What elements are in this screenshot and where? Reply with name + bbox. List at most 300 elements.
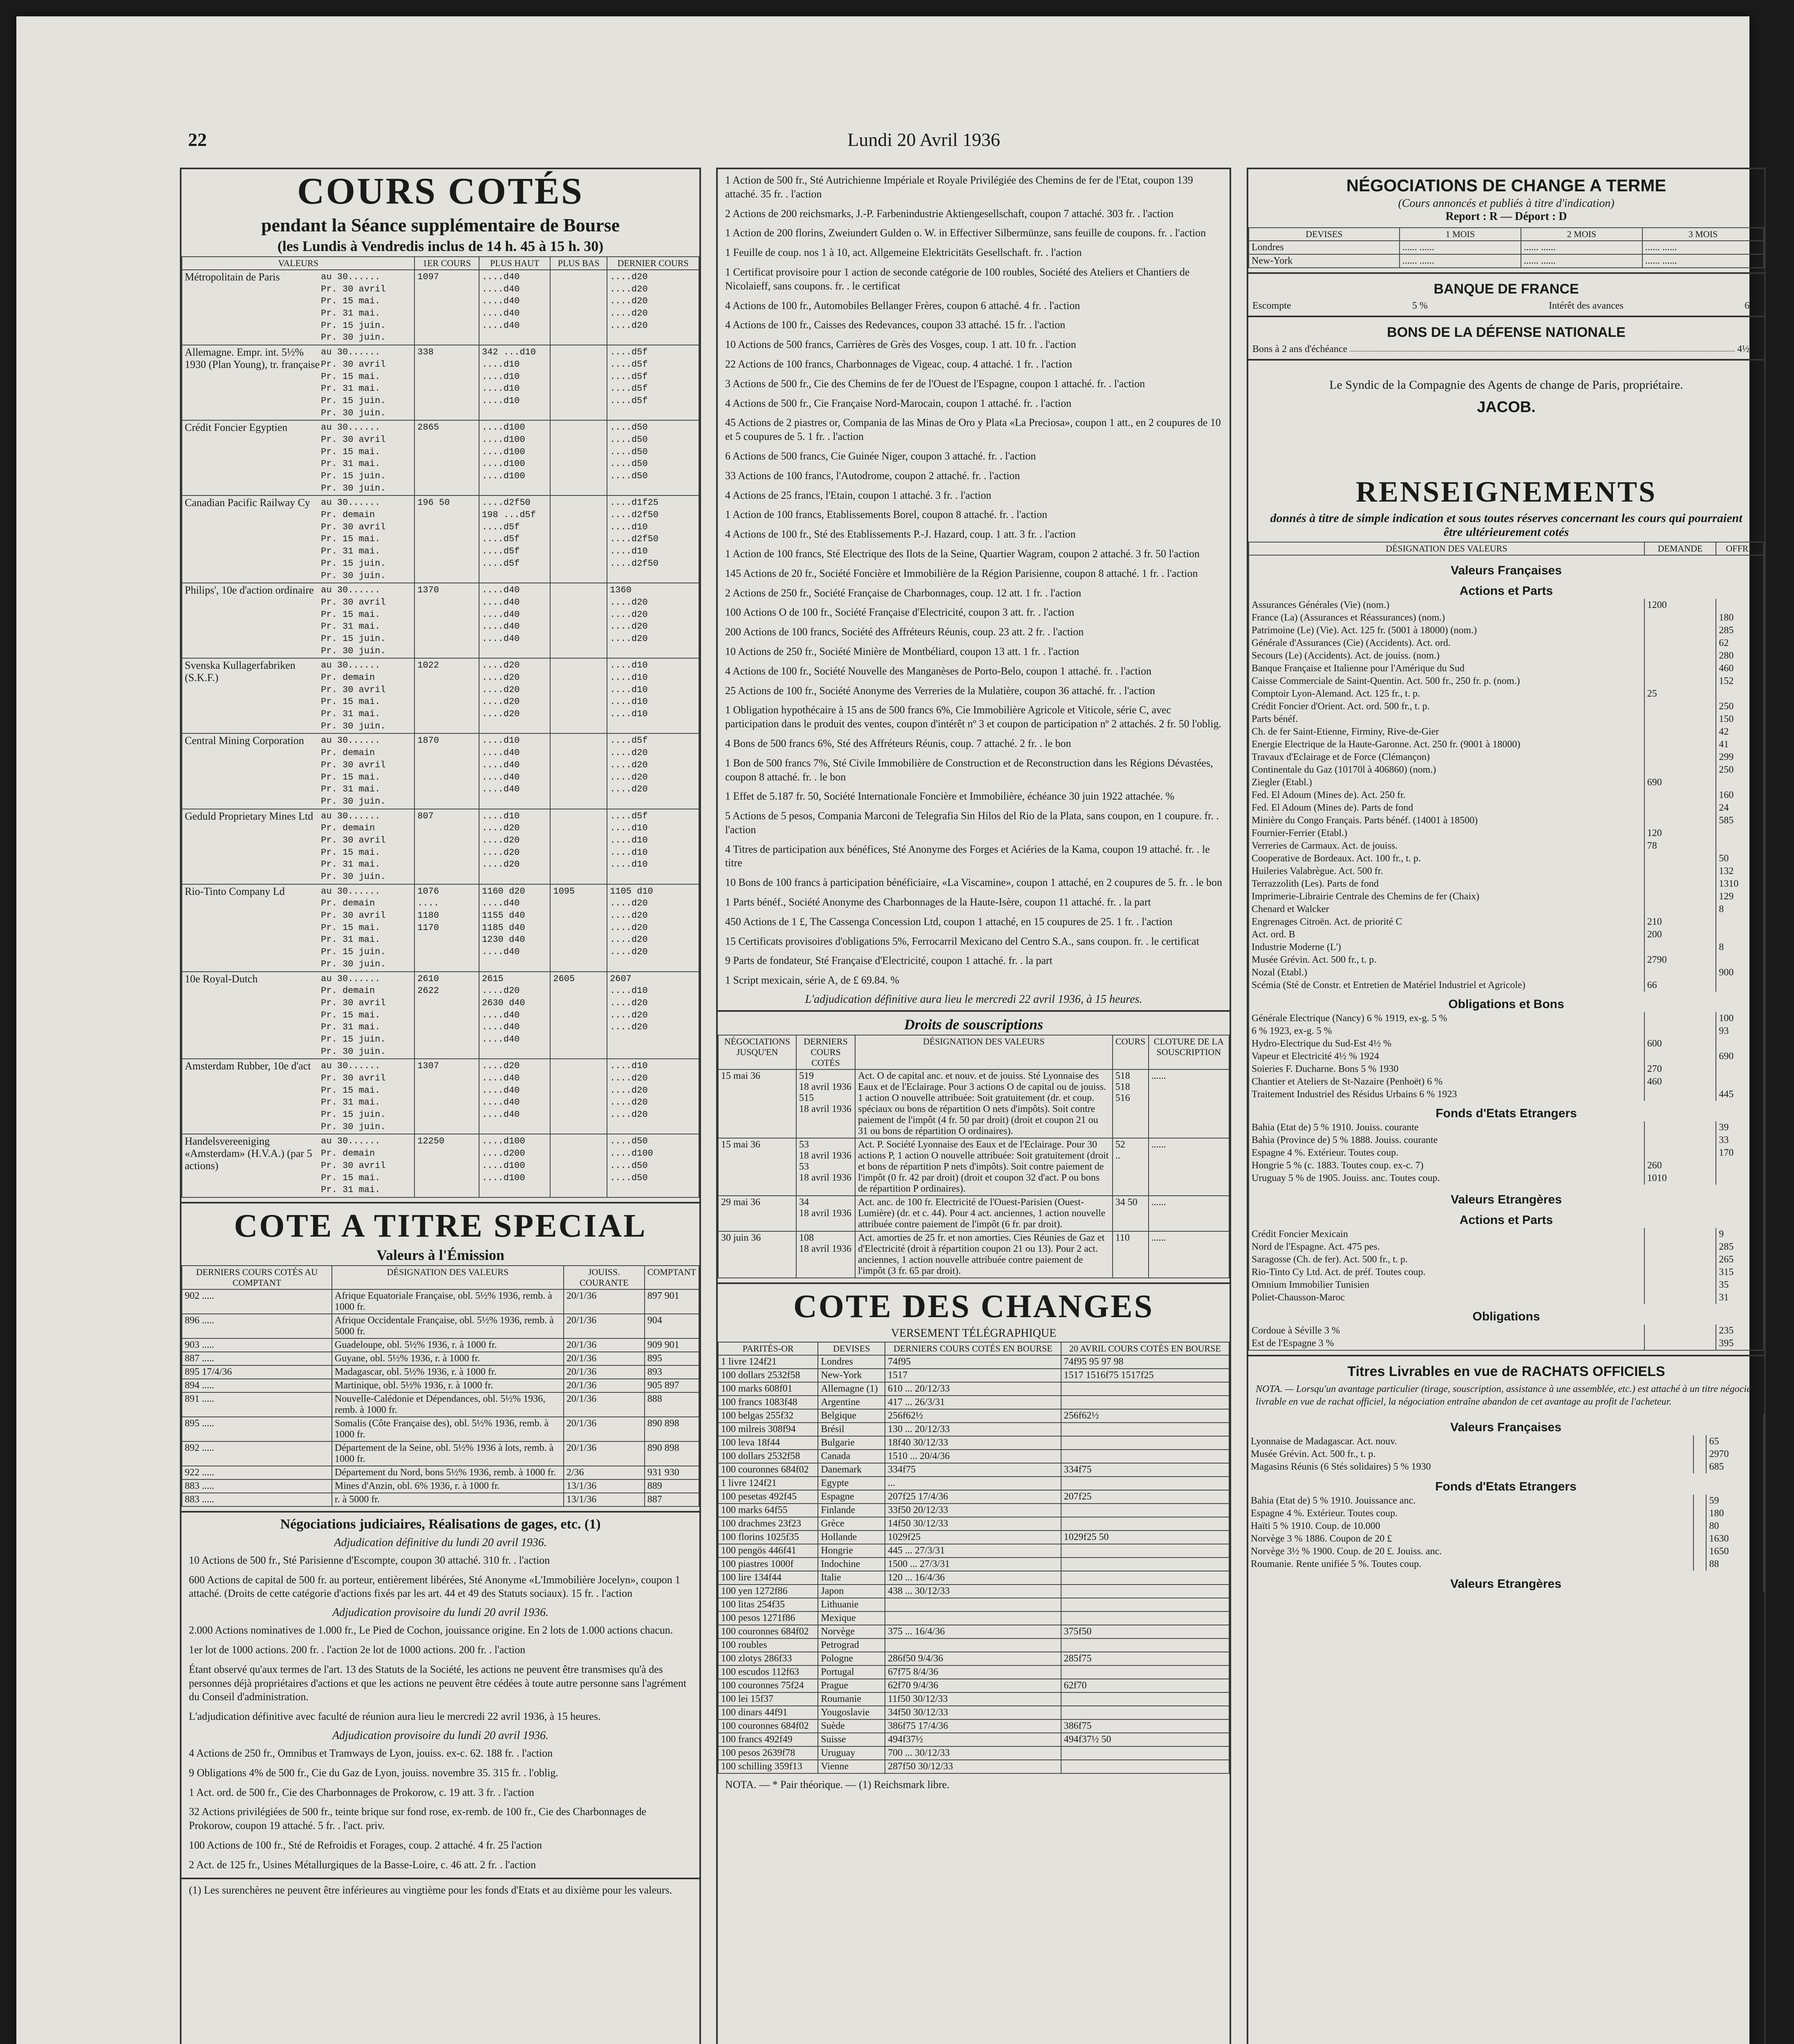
change-cell bbox=[885, 1638, 1061, 1652]
table-row bbox=[182, 809, 699, 884]
change-cell: Bulgarie bbox=[818, 1436, 885, 1450]
table-row bbox=[718, 1196, 1229, 1231]
table-row bbox=[182, 1365, 699, 1379]
demande-value bbox=[1644, 637, 1716, 650]
table-row bbox=[182, 972, 699, 1059]
table-row bbox=[1249, 827, 1764, 840]
valeur-name: Continentale du Gaz (10170l à 406860) (nom.) bbox=[1249, 764, 1644, 776]
offre-value: 42 bbox=[1716, 726, 1764, 738]
demande-value bbox=[1693, 1461, 1707, 1473]
valeur-name: Métropolitain de Paris bbox=[185, 271, 280, 283]
adjudication-line: 4 Actions de 25 francs, l'Etain, coupon 1 attaché. 3 fr. . l'action bbox=[725, 489, 992, 501]
changes-subtitle: VERSEMENT TÉLÉGRAPHIQUE bbox=[891, 1327, 1057, 1340]
group-row bbox=[1249, 555, 1764, 578]
column-header: DÉSIGNATION DES VALEURS bbox=[332, 1266, 564, 1289]
valeur-cell bbox=[182, 270, 414, 345]
change-cell: 334f75 bbox=[885, 1463, 1061, 1477]
table-row bbox=[1249, 751, 1764, 764]
offre-value: 31 bbox=[1716, 1291, 1764, 1304]
cours-value: 1097 bbox=[417, 272, 439, 282]
parite-cell bbox=[718, 1571, 818, 1585]
change-cell bbox=[1061, 1585, 1229, 1598]
column-header: VALEURS bbox=[182, 257, 414, 270]
renseignements-table bbox=[1248, 542, 1764, 1351]
table-row bbox=[1249, 941, 1764, 954]
terme-cell: ...... ...... bbox=[1642, 241, 1764, 254]
valeur-name: Philips', 10e d'action ordinaire bbox=[185, 584, 314, 596]
terme-lines: au 30...... Pr. 30 avril Pr. 15 mai. Pr. 31 mai. Pr. 15 juin. Pr. 30 juin. bbox=[321, 585, 386, 656]
cell-jouis: 13/1/36 bbox=[564, 1493, 645, 1506]
adjudication-line: 1 Certificat provisoire pour 1 action de seconde catégorie de 100 roubles, Société des Ateliers et Chantiers de Nicolaieff, sans coupons. fr. . le certificat bbox=[725, 266, 1190, 292]
table-row bbox=[1249, 1147, 1764, 1159]
adjudication-line: 100 Actions O de 100 fr., Société Française d'Electricité, coupon 3 att. fr. . l'action bbox=[725, 606, 1075, 619]
parite-unit: 100 dollars bbox=[721, 1451, 765, 1462]
cell-prev: 887 ..... bbox=[182, 1352, 332, 1365]
offre-value: 1650 bbox=[1706, 1545, 1764, 1558]
banque-rates bbox=[1248, 300, 1764, 312]
cote-special-subtitle: Valeurs à l'Émission bbox=[376, 1246, 504, 1263]
cell-name: Guadeloupe, obl. 5½% 1936, r. à 1000 fr. bbox=[332, 1338, 564, 1352]
demande-value bbox=[1644, 1121, 1716, 1134]
change-cell: Suède bbox=[818, 1719, 885, 1733]
offre-value: 150 bbox=[1716, 713, 1764, 726]
change-cell: 375f50 bbox=[1061, 1625, 1229, 1638]
cell-comptant: 888 bbox=[645, 1392, 699, 1417]
parite-value: 23f23 bbox=[778, 1518, 801, 1529]
cours-value: 1105 d10 ....d20 ....d20 ....d20 ....d20 ....d20 bbox=[610, 886, 653, 957]
valeur-name: Générale Electrique (Nancy) 6 % 1919, ex-g. 5 % bbox=[1249, 1012, 1644, 1025]
adjudication-line: 1 Action de 200 florins, Zweiundert Gulden o. W. in Effectiver Silbermünze, sans feuille de coupons. fr. . l'action bbox=[725, 227, 1206, 239]
cours-first bbox=[414, 345, 479, 420]
valeur-name: Handelsvereeniging «Amsterdam» (H.V.A.) (par 5 actions) bbox=[185, 1135, 312, 1172]
cell-comptant: 890 898 bbox=[645, 1417, 699, 1441]
adjudication-line: 10 Actions de 500 francs, Carrières de Grès des Vosges, coup. 1 att. 10 fr. . l'action bbox=[725, 338, 1076, 351]
cell-name: Martinique, obl. 5½% 1936, r. à 1000 fr. bbox=[332, 1379, 564, 1392]
change-cell bbox=[885, 1598, 1061, 1611]
parite-unit: 100 zlotys bbox=[721, 1653, 762, 1664]
negociation-line: 9 Obligations 4% de 500 fr., Cie du Gaz de Lyon, jouiss. novembre 35. 315 fr. . l'oblig. bbox=[189, 1766, 558, 1779]
group-row bbox=[1249, 1185, 1764, 1208]
column-header: COMPTANT bbox=[645, 1266, 699, 1289]
table-row bbox=[1249, 1337, 1764, 1350]
demande-value bbox=[1644, 713, 1716, 726]
terme-lines: au 30...... Pr. 30 avril Pr. 15 mai. Pr. 31 mai. Pr. 15 juin. Pr. 30 juin. bbox=[321, 347, 386, 418]
table-row bbox=[1249, 954, 1764, 966]
cell-comptant: 887 bbox=[645, 1493, 699, 1506]
cours-high bbox=[479, 972, 550, 1059]
cell-close: ...... bbox=[1149, 1138, 1229, 1196]
cours-value: ....d20 ....d40 ....d40 ....d40 ....d40 bbox=[482, 1061, 520, 1120]
table-row bbox=[1249, 650, 1764, 662]
cell-jouis: 20/1/36 bbox=[564, 1338, 645, 1352]
offre-value: 62 bbox=[1716, 637, 1764, 650]
cours-last bbox=[607, 583, 699, 658]
table-row bbox=[1249, 764, 1764, 776]
table-row bbox=[1248, 1448, 1764, 1461]
devise-cell: Londres bbox=[1249, 241, 1400, 254]
cours-value: 12250 bbox=[417, 1136, 445, 1147]
table-row bbox=[1249, 713, 1764, 726]
column-middle bbox=[716, 168, 1231, 2044]
change-cell bbox=[1061, 1423, 1229, 1436]
cell-name: Madagascar, obl. 5½% 1936, r. à 1000 fr. bbox=[332, 1365, 564, 1379]
parite-cell bbox=[718, 1625, 818, 1638]
cell-name: Département du Nord, bons 5½% 1936, remb. à 1000 fr. bbox=[332, 1466, 564, 1479]
demande-value bbox=[1644, 890, 1716, 903]
parite-cell bbox=[718, 1477, 818, 1490]
parite-cell bbox=[718, 1396, 818, 1409]
table-row bbox=[1249, 802, 1764, 814]
demande-value bbox=[1693, 1448, 1707, 1461]
change-cell: 1517 bbox=[885, 1369, 1061, 1382]
terme-lines: au 30...... Pr. 30 avril Pr. 15 mai. Pr. 31 mai. Pr. 15 juin. Pr. 30 juin. bbox=[321, 1061, 386, 1132]
demande-value bbox=[1693, 1533, 1707, 1545]
column-header: DERNIERS COURS COTÉS AU COMPTANT bbox=[182, 1266, 332, 1289]
cell-jouis: 20/1/36 bbox=[564, 1417, 645, 1441]
adjudication-line: 25 Actions de 100 fr., Société Anonyme des Verreries de la Mulatière, coupon 36 attaché. fr. . l'action bbox=[725, 684, 1155, 697]
valeur-name: Magasins Réunis (6 Stés solidaires) 5 % 1930 bbox=[1248, 1461, 1693, 1473]
adjudication-line: 1 Feuille de coup. nos 1 à 10, act. Allgemeine Elektricitäts Gesellschaft. fr. . l'action bbox=[725, 247, 1082, 259]
parite-unit: 100 couronnes bbox=[721, 1464, 779, 1475]
offre-value bbox=[1716, 1076, 1764, 1088]
valeur-name: Norvège 3½ % 1900. Coup. de 20 £. Jouiss. anc. bbox=[1248, 1545, 1693, 1558]
subgroup-row bbox=[1249, 578, 1764, 599]
parite-cell bbox=[718, 1746, 818, 1760]
valeur-name: Fed. El Adoum (Mines de). Act. 250 fr. bbox=[1249, 789, 1644, 802]
parite-value: 308f94 bbox=[768, 1424, 796, 1435]
table-row bbox=[1249, 1038, 1764, 1050]
cours-low bbox=[550, 495, 607, 583]
parite-unit: 100 milreis bbox=[721, 1424, 766, 1435]
parite-value: 15f37 bbox=[750, 1694, 773, 1705]
table-row bbox=[718, 1585, 1229, 1598]
table-row bbox=[1248, 1435, 1764, 1448]
table-row bbox=[182, 495, 699, 583]
change-cell: Mexique bbox=[818, 1611, 885, 1625]
parite-value: 286f33 bbox=[764, 1653, 792, 1664]
cours-low bbox=[550, 1059, 607, 1134]
change-cell: Hollande bbox=[818, 1531, 885, 1544]
adjudication-line: 200 Actions de 100 francs, Société des Affréteurs Réunis, coup. 23 att. 2 fr. . l'action bbox=[725, 626, 1084, 638]
table-row bbox=[1248, 1495, 1764, 1507]
negociation-heading: Adjudication provisoire du lundi 20 avril 1936. bbox=[332, 1606, 549, 1619]
change-cell: Indochine bbox=[818, 1558, 885, 1571]
offre-value: 280 bbox=[1716, 650, 1764, 662]
table-row bbox=[1249, 1012, 1764, 1025]
change-cell: 1029f25 bbox=[885, 1531, 1061, 1544]
valeur-cell bbox=[182, 1059, 414, 1134]
change-cell bbox=[1061, 1571, 1229, 1585]
parite-unit: 100 pesetas bbox=[721, 1491, 767, 1502]
table-row bbox=[182, 1493, 699, 1506]
cours-last bbox=[607, 495, 699, 583]
adjudication-line: 10 Actions de 250 fr., Société Minière de Montbéliard, coupon 13 att. 1 fr. . l'action bbox=[725, 645, 1080, 657]
cours-value: 1022 bbox=[417, 660, 439, 671]
table-row bbox=[718, 1369, 1229, 1382]
cours-low bbox=[550, 583, 607, 658]
change-cell: Prague bbox=[818, 1679, 885, 1692]
parite-unit: 100 couronnes bbox=[721, 1626, 779, 1637]
cours-value: ....d20 ....d20 ....d20 ....d20 ....d20 bbox=[610, 272, 648, 331]
parite-value: 1271f86 bbox=[762, 1613, 795, 1624]
valeur-name: Allemagne. Empr. int. 5½% 1930 (Plan Young), tr. française bbox=[185, 346, 320, 371]
cours-last bbox=[607, 270, 699, 345]
offre-value: 160 bbox=[1716, 789, 1764, 802]
cours-last bbox=[607, 345, 699, 420]
change-cell: Canada bbox=[818, 1450, 885, 1463]
titres-title: Titres Livrables en vue de RACHATS OFFICIELS bbox=[1347, 1364, 1665, 1379]
terme-cell: ...... ...... bbox=[1521, 241, 1642, 254]
valeur-name: Crédit Foncier Mexicain bbox=[1249, 1228, 1644, 1241]
parite-cell bbox=[718, 1679, 818, 1692]
offre-value bbox=[1716, 599, 1764, 612]
adjudication-note: L'adjudication définitive aura lieu le mercredi 22 avril 1936, à 15 heures. bbox=[805, 993, 1142, 1006]
table-row bbox=[718, 1531, 1229, 1544]
parite-cell bbox=[718, 1665, 818, 1679]
table-row bbox=[1249, 916, 1764, 928]
demande-value bbox=[1644, 1012, 1716, 1025]
parite-value: 446f41 bbox=[768, 1545, 796, 1556]
change-cell bbox=[1061, 1436, 1229, 1450]
demande-value bbox=[1693, 1507, 1707, 1520]
change-cell: 256f62½ bbox=[1061, 1409, 1229, 1423]
offre-value: 88 bbox=[1706, 1558, 1764, 1571]
demande-value: 690 bbox=[1644, 776, 1716, 789]
cell-prev: 895 ..... bbox=[182, 1417, 332, 1441]
change-cell: 287f50 30/12/33 bbox=[885, 1760, 1061, 1773]
table-row bbox=[718, 1652, 1229, 1665]
column-header: DEVISES bbox=[1249, 228, 1400, 241]
table-row bbox=[1249, 1266, 1764, 1279]
table-row bbox=[718, 1598, 1229, 1611]
offre-value: 2970 bbox=[1706, 1448, 1764, 1461]
table-row bbox=[1249, 1088, 1764, 1101]
cours-value: ....d40 ....d40 ....d40 ....d40 ....d40 bbox=[482, 585, 520, 644]
valeur-name: Uruguay 5 % de 1905. Jouiss. anc. Toutes coup. bbox=[1249, 1172, 1644, 1185]
demande-value: 1010 bbox=[1644, 1172, 1716, 1185]
table-row bbox=[718, 1692, 1229, 1706]
syndic-name: JACOB. bbox=[1477, 399, 1536, 416]
offre-value bbox=[1716, 688, 1764, 700]
valeur-name: Musée Grévin. Act. 500 fr., t. p. bbox=[1248, 1448, 1693, 1461]
parite-cell bbox=[718, 1558, 818, 1571]
column-header: NÉGOCIATIONS JUSQU'EN bbox=[718, 1035, 796, 1069]
parite-value: 1083f48 bbox=[764, 1397, 797, 1408]
cours-value: 342 ...d10 ....d10 ....d10 ....d10 ....d10 bbox=[482, 347, 536, 406]
cours-value: ....d10 ....d10 ....d10 ....d10 ....d10 bbox=[610, 660, 648, 719]
column-header: 2 MOIS bbox=[1521, 228, 1642, 241]
demande-value: 66 bbox=[1644, 979, 1716, 992]
table-row bbox=[1249, 1159, 1764, 1172]
valeur-cell bbox=[182, 809, 414, 884]
parite-value: 254f35 bbox=[757, 1599, 785, 1610]
change-cell: Danemark bbox=[818, 1463, 885, 1477]
table-row bbox=[182, 420, 699, 495]
cours-value: 2610 2622 bbox=[417, 973, 439, 996]
cours-high bbox=[479, 345, 550, 420]
parite-unit: 100 pengös bbox=[721, 1545, 766, 1556]
table-row bbox=[718, 1679, 1229, 1692]
negociations-body bbox=[181, 1536, 699, 1872]
change-cell: Japon bbox=[818, 1585, 885, 1598]
offre-value: 585 bbox=[1716, 814, 1764, 827]
parite-cell bbox=[718, 1760, 818, 1773]
bons-line bbox=[1248, 344, 1764, 355]
parite-unit: 100 pesos bbox=[721, 1613, 760, 1624]
parite-value: 44f91 bbox=[764, 1707, 788, 1718]
table-row bbox=[1249, 789, 1764, 802]
cours-first bbox=[414, 884, 479, 972]
column-header: DÉSIGNATION DES VALEURS bbox=[855, 1035, 1112, 1069]
valeur-name: Scémia (Sté de Constr. et Entretien de Matériel Industriel et Agricole) bbox=[1249, 979, 1644, 992]
table-row bbox=[1249, 241, 1764, 254]
cell-name: Mines d'Anzin, obl. 6% 1936, r. à 1000 fr. bbox=[332, 1479, 564, 1493]
cell-date: 15 mai 36 bbox=[718, 1069, 796, 1138]
cours-value: 1076 .... 1180 1170 bbox=[417, 886, 439, 933]
change-cell: 286f50 9/4/36 bbox=[885, 1652, 1061, 1665]
parite-value: 608f01 bbox=[764, 1383, 793, 1394]
terme-cell: ...... ...... bbox=[1642, 254, 1764, 268]
change-cell: Brésil bbox=[818, 1423, 885, 1436]
cours-value: 1095 bbox=[553, 886, 575, 896]
negociation-line: 2.000 Actions nominatives de 1.000 fr., Le Pied de Cochon, jouissance origine. En 2 lots de 1.000 actions chacun. bbox=[189, 1624, 673, 1636]
valeur-name: Imprimerie-Librairie Centrale des Chemins de fer (Chaix) bbox=[1249, 890, 1644, 903]
changes-nota: NOTA. — * Pair théorique. — (1) Reichsmark libre. bbox=[725, 1779, 950, 1791]
column-header: JOUISS. COURANTE bbox=[564, 1266, 645, 1289]
cell-prev: 892 ..... bbox=[182, 1441, 332, 1466]
valeur-name: Crédit Foncier Egyptien bbox=[185, 421, 288, 434]
valeur-name: Est de l'Espagne 3 % bbox=[1249, 1337, 1644, 1350]
cours-value: ....d100 ....d100 ....d100 ....d100 ....d100 bbox=[482, 422, 525, 481]
renseignements-title: RENSEIGNEMENTS bbox=[1355, 475, 1657, 508]
offre-value bbox=[1716, 840, 1764, 852]
parite-value: 684f02 bbox=[781, 1626, 809, 1637]
parite-unit: 100 piastres bbox=[721, 1559, 768, 1570]
parite-cell bbox=[718, 1638, 818, 1652]
table-row bbox=[718, 1477, 1229, 1490]
change-cell: 494f37½ 50 bbox=[1061, 1733, 1229, 1746]
change-cell bbox=[1061, 1382, 1229, 1396]
change-cell: Belgique bbox=[818, 1409, 885, 1423]
change-cell: Uruguay bbox=[818, 1746, 885, 1760]
cell-text: Act. anc. de 100 fr. Electricité de l'Ouest-Parisien (Ouest-Lumière) (dr. et c. 44). Pour 4 act. anciennes, 1 action nouvelle attribuée contre paiement de l'impôt (6 fr. par droit). bbox=[855, 1196, 1112, 1231]
valeur-name: Haïti 5 % 1910. Coup. de 10.000 bbox=[1248, 1520, 1693, 1533]
demande-value: 78 bbox=[1644, 840, 1716, 852]
valeur-name: Ch. de fer Saint-Etienne, Firminy, Rive-de-Gier bbox=[1249, 726, 1644, 738]
valeur-name: Industrie Moderne (L') bbox=[1249, 941, 1644, 954]
cell-name: Nouvelle-Calédonie et Dépendances, obl. 5½% 1936, remb. à 1000 fr. bbox=[332, 1392, 564, 1417]
table-row bbox=[718, 1138, 1229, 1196]
table-row bbox=[182, 345, 699, 420]
change-cell bbox=[1061, 1544, 1229, 1558]
negociations-footnote: (1) Les surenchères ne peuvent être inférieures au vingtième pour les fonds d'Etats et au dixième pour les valeurs. bbox=[189, 1884, 672, 1896]
demande-value bbox=[1644, 1088, 1716, 1101]
table-row bbox=[718, 1638, 1229, 1652]
cours-high bbox=[479, 658, 550, 733]
cours-value: 1360 ....d20 ....d20 ....d20 ....d20 bbox=[610, 585, 648, 644]
valeur-name: 6 % 1923, ex-g. 5 % bbox=[1249, 1025, 1644, 1038]
cell-name: Guyane, obl. 5½% 1936, r. à 1000 fr. bbox=[332, 1352, 564, 1365]
change-cell: 386f75 bbox=[1061, 1719, 1229, 1733]
demande-value bbox=[1644, 903, 1716, 916]
column-header: PLUS BAS bbox=[550, 257, 607, 270]
change-cell: 1500 ... 27/3/31 bbox=[885, 1558, 1061, 1571]
offre-value: 35 bbox=[1716, 1279, 1764, 1291]
cours-high bbox=[479, 495, 550, 583]
parite-unit: 100 marks bbox=[721, 1505, 762, 1516]
terme-lines: au 30...... Pr. demain Pr. 30 avril Pr. 15 mai. Pr. 31 mai. Pr. 15 juin. Pr. 30 juin. bbox=[321, 886, 386, 969]
bons-title: BONS DE LA DÉFENSE NATIONALE bbox=[1387, 325, 1626, 340]
valeur-cell bbox=[182, 583, 414, 658]
parite-unit: 100 yen bbox=[721, 1586, 753, 1597]
offre-value: 395 bbox=[1716, 1337, 1764, 1350]
change-cell: 130 ... 20/12/33 bbox=[885, 1423, 1061, 1436]
parite-cell bbox=[718, 1463, 818, 1477]
change-cell: 74f95 bbox=[885, 1355, 1061, 1369]
table-row bbox=[182, 1466, 699, 1479]
table-row bbox=[1249, 1050, 1764, 1063]
cell-comptant: 895 bbox=[645, 1352, 699, 1365]
valeur-name: Fournier-Ferrier (Etabl.) bbox=[1249, 827, 1644, 840]
valeur-cell bbox=[182, 345, 414, 420]
cours-low bbox=[550, 420, 607, 495]
cours-low bbox=[550, 809, 607, 884]
adjudication-line: 2 Actions de 250 fr., Société Française de Charbonnages, coup. 12 att. 1 fr. . l'action bbox=[725, 587, 1082, 599]
terme-lines: au 30...... Pr. 30 avril Pr. 15 mai. Pr. 31 mai. Pr. 15 juin. Pr. 30 juin. bbox=[321, 272, 386, 343]
cours-high bbox=[479, 270, 550, 345]
table-row bbox=[1249, 840, 1764, 852]
valeur-name: Vapeur et Electricité 4½ % 1924 bbox=[1249, 1050, 1644, 1063]
cell-prev: 519 18 avril 1936 515 18 avril 1936 bbox=[796, 1069, 855, 1138]
cell-prev: 894 ..... bbox=[182, 1379, 332, 1392]
table-row bbox=[1249, 1121, 1764, 1134]
parite-value: 1272f86 bbox=[755, 1586, 788, 1597]
table-row bbox=[182, 884, 699, 972]
offre-value bbox=[1716, 916, 1764, 928]
cell-cours: 518 518 516 bbox=[1113, 1069, 1149, 1138]
change-cell: Suisse bbox=[818, 1733, 885, 1746]
cell-jouis: 20/1/36 bbox=[564, 1392, 645, 1417]
valeur-name: France (La) (Assurances et Réassurances) (nom.) bbox=[1249, 612, 1644, 624]
change-cell: Londres bbox=[818, 1355, 885, 1369]
table-row bbox=[182, 1392, 699, 1417]
cours-last bbox=[607, 733, 699, 809]
valeur-name: Amsterdam Rubber, 10e d'act bbox=[185, 1060, 311, 1072]
adjudication-line: 4 Actions de 100 fr., Société Nouvelle des Manganèses de Porto-Belo, coupon 1 attaché. fr. . l'action bbox=[725, 665, 1151, 677]
cours-low bbox=[550, 884, 607, 972]
parite-value: 112f63 bbox=[771, 1667, 800, 1678]
table-row bbox=[718, 1558, 1229, 1571]
change-cell: 1029f25 50 bbox=[1061, 1531, 1229, 1544]
column-header: OFFRE bbox=[1716, 542, 1764, 555]
column-header: DERNIER COURS bbox=[607, 257, 699, 270]
change-cell: 14f50 30/12/33 bbox=[885, 1517, 1061, 1531]
cell-prev: 883 ..... bbox=[182, 1479, 332, 1493]
adjudication-line: 15 Certificats provisoires d'obligations 5%, Ferrocarril Mexicano del Centro S.A., sans coupon. fr. . le certificat bbox=[725, 935, 1199, 947]
parite-unit: 100 couronnes bbox=[721, 1721, 779, 1732]
cours-value: ....d5f ....d20 ....d20 ....d20 ....d20 bbox=[610, 735, 648, 795]
adjudication-line: 45 Actions de 2 piastres or, Compania de las Minas de Oro y Plata «La Preciosa», coupon 1 att., en 2 coupures de 10 et 5 coupures de 5. 1 fr. . l'action bbox=[725, 417, 1221, 443]
table-row bbox=[718, 1231, 1229, 1278]
table-row bbox=[1249, 738, 1764, 751]
demande-value: 270 bbox=[1644, 1063, 1716, 1076]
valeur-name: Cordoue à Séville 3 % bbox=[1249, 1325, 1644, 1337]
terme-lines: au 30...... Pr. demain Pr. 30 avril Pr. 15 mai. Pr. 31 mai. Pr. 15 juin. Pr. 30 juin. bbox=[321, 973, 386, 1057]
change-cell: 256f62½ bbox=[885, 1409, 1061, 1423]
cours-first bbox=[414, 495, 479, 583]
cours-value: 2605 bbox=[553, 973, 575, 984]
table-row bbox=[718, 1436, 1229, 1450]
